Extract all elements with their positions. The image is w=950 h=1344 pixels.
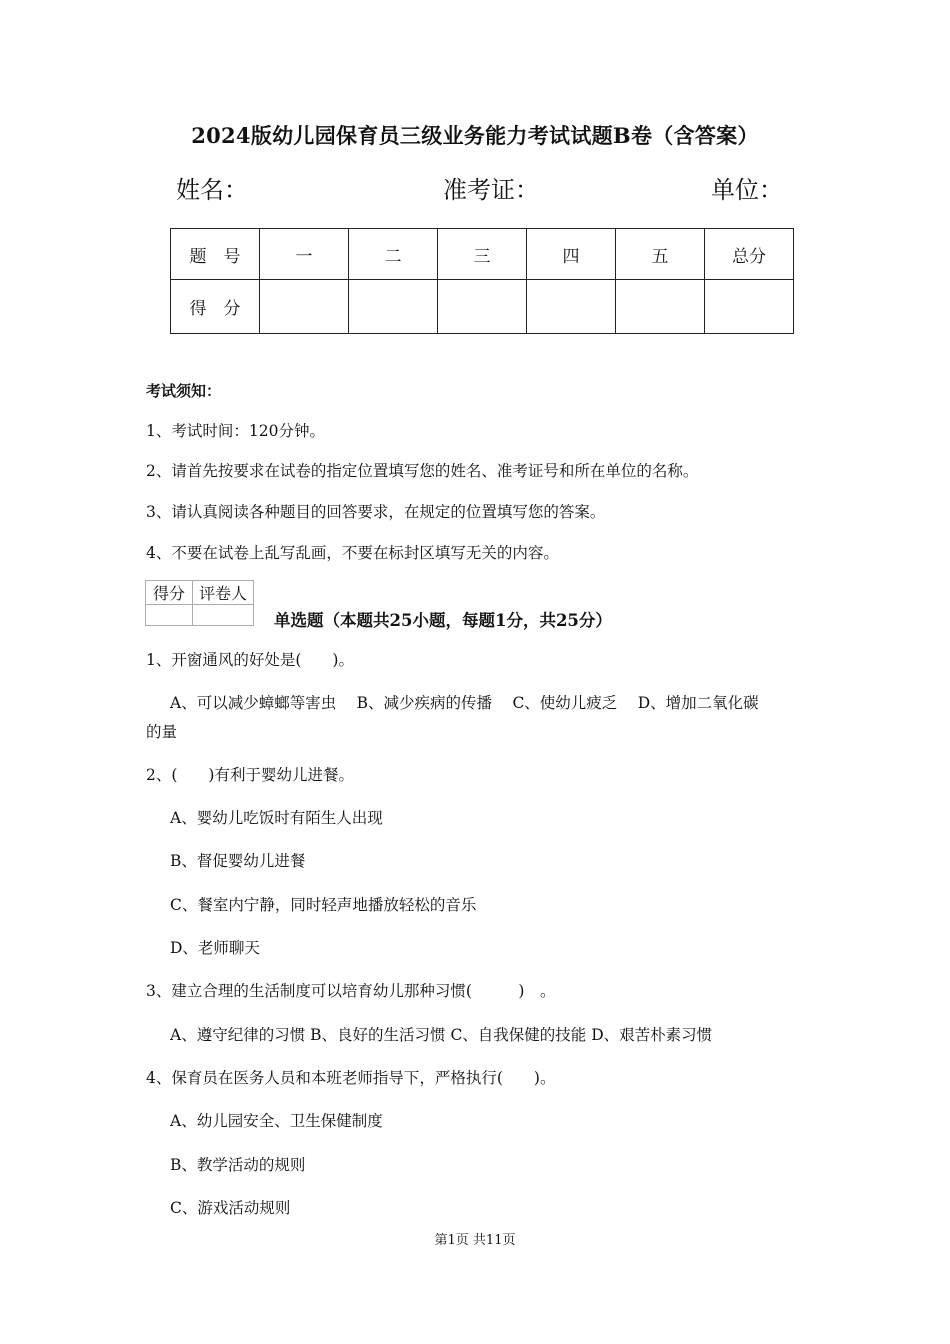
question-option: A、婴幼儿吃饭时有陌生人出现	[170, 809, 383, 827]
grader-score-cell	[146, 605, 193, 626]
grader-name-cell	[193, 605, 254, 626]
question-stem: 2、( )有利于婴幼儿进餐。	[146, 766, 354, 784]
score-label-cell: 得 分	[171, 280, 260, 334]
question-option: B、督促婴幼儿进餐	[170, 852, 306, 870]
question-options: A、遵守纪律的习惯 B、良好的生活习惯 C、自我保健的技能 D、艰苦朴素习惯	[170, 1026, 713, 1044]
score-table	[170, 228, 794, 334]
question-option: C、餐室内宁静，同时轻声地播放轻松的音乐	[170, 896, 477, 914]
question-stem: 3、建立合理的生活制度可以培育幼儿那种习惯( ) 。	[146, 982, 556, 1000]
question-stem: 4、保育员在医务人员和本班老师指导下，严格执行( )。	[146, 1069, 556, 1087]
page-footer: 第1页 共11页	[434, 1233, 516, 1248]
score-cell	[527, 280, 616, 334]
section-title: 单选题（本题共25小题，每题1分，共25分）	[274, 611, 612, 630]
grader-score-label: 得分	[146, 581, 193, 605]
score-cell	[616, 280, 705, 334]
score-cell	[438, 280, 527, 334]
question-options-wrap: 的量	[146, 723, 178, 741]
question-options: A、可以减少蟑螂等害虫 B、减少疾病的传播 C、使幼儿疲乏 D、增加二氧化碳	[170, 694, 759, 712]
page-title: 2024版幼儿园保育员三级业务能力考试试题B卷（含答案）	[191, 123, 759, 148]
name-field-label: 姓名：	[176, 176, 248, 204]
question-stem: 1、开窗通风的好处是( )。	[146, 651, 354, 669]
score-cell	[349, 280, 438, 334]
score-cell	[260, 280, 349, 334]
notice-item: 1、考试时间：120分钟。	[146, 422, 325, 440]
question-option: D、老师聊天	[170, 939, 260, 957]
header-cell: 总分	[705, 229, 794, 280]
header-cell: 三	[438, 229, 527, 280]
question-option: C、游戏活动规则	[170, 1199, 291, 1217]
header-cell: 一	[260, 229, 349, 280]
question-option: B、教学活动的规则	[170, 1156, 306, 1174]
unit-field-label: 单位：	[711, 176, 783, 204]
notice-item: 4、不要在试卷上乱写乱画，不要在标封区填写无关的内容。	[146, 544, 559, 562]
score-cell	[705, 280, 794, 334]
header-cell: 题 号	[171, 229, 260, 280]
grader-box	[145, 580, 254, 626]
notice-item: 3、请认真阅读各种题目的回答要求，在规定的位置填写您的答案。	[146, 503, 606, 521]
exam-id-field-label: 准考证：	[443, 176, 539, 204]
grader-name-label: 评卷人	[193, 581, 254, 605]
header-cell: 五	[616, 229, 705, 280]
notice-heading: 考试须知：	[146, 382, 222, 400]
question-option: A、幼儿园安全、卫生保健制度	[170, 1112, 383, 1130]
score-table-score-row	[171, 280, 794, 334]
header-cell: 四	[527, 229, 616, 280]
score-table-header-row	[171, 229, 794, 280]
notice-item: 2、请首先按要求在试卷的指定位置填写您的姓名、准考证号和所在单位的名称。	[146, 462, 699, 480]
header-cell: 二	[349, 229, 438, 280]
